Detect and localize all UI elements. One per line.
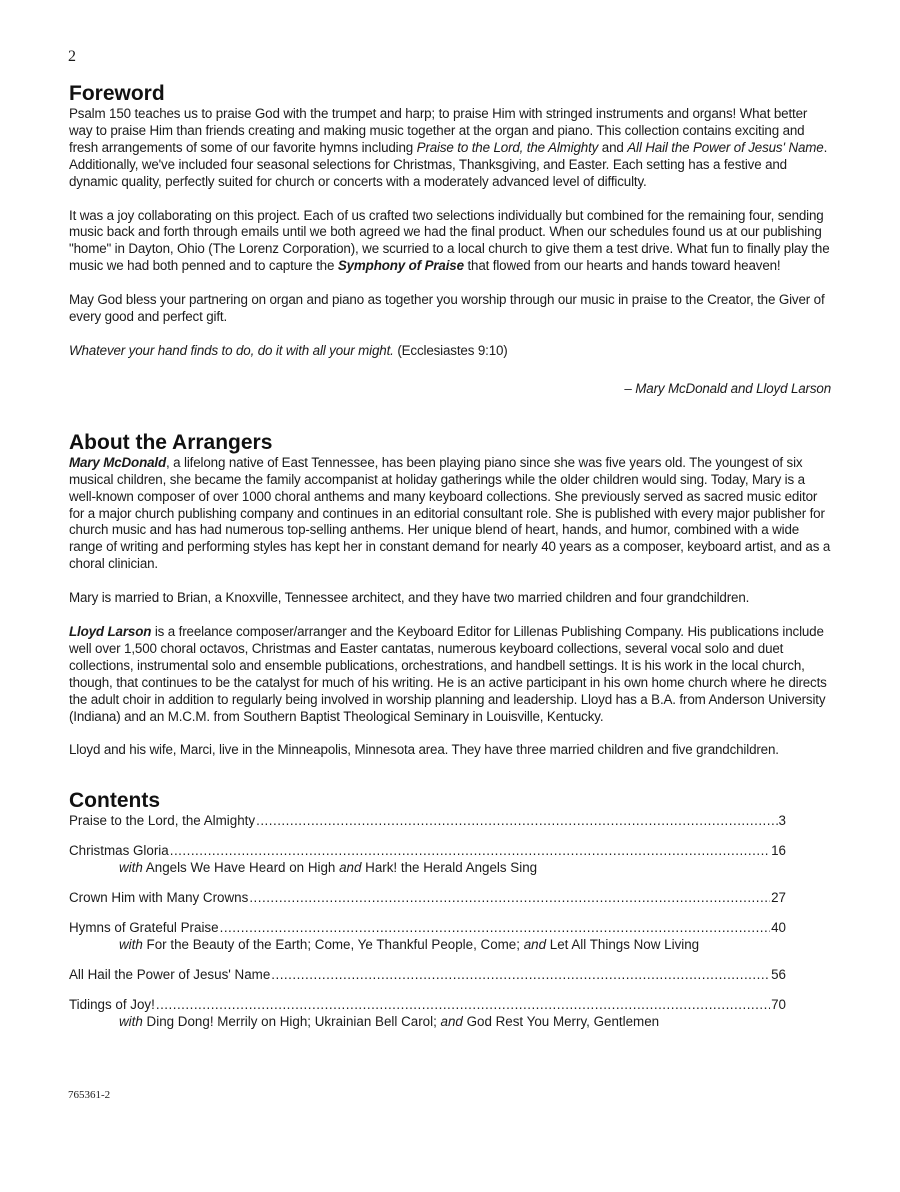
mary-family: Mary is married to Brian, a Knoxville, Tennessee architect, and they have two married children and four grandchildren. bbox=[69, 590, 750, 606]
quote-text: Whatever your hand finds to do, do it with all your might. bbox=[69, 342, 394, 358]
text-run: with bbox=[119, 1013, 143, 1029]
text-run: God Rest You Merry, Gentlemen bbox=[462, 1013, 660, 1029]
toc-page: 70 bbox=[771, 996, 786, 1012]
toc-leader bbox=[249, 890, 770, 907]
toc-page: 16 bbox=[771, 843, 786, 859]
table-of-contents bbox=[69, 813, 831, 1030]
collection-title: Symphony of Praise bbox=[337, 258, 464, 274]
text-run: with bbox=[119, 860, 143, 876]
text-run: and bbox=[339, 860, 362, 876]
arrangers-heading: About the Arrangers bbox=[69, 430, 273, 454]
toc-leader bbox=[170, 843, 770, 860]
page-number: 2 bbox=[68, 48, 76, 65]
toc-title: All Hail the Power of Jesus' Name bbox=[69, 966, 271, 982]
text-run: that flowed from our hearts and hands toward heaven! bbox=[463, 258, 781, 274]
toc-leader bbox=[271, 967, 770, 984]
toc-title: Praise to the Lord, the Almighty bbox=[69, 813, 256, 829]
toc-leader bbox=[256, 813, 777, 830]
toc-page: 56 bbox=[771, 966, 786, 982]
text-run: . Additionally, we've included four seasonal selections for Christmas, Thanksgiving, and Easter. Each setting has a festive and dynamic quality, perfectly suited for church or concerts with a moderately advanced level of difficulty. bbox=[69, 139, 828, 189]
text-run: and bbox=[440, 1013, 463, 1029]
toc-title: Hymns of Grateful Praise bbox=[69, 920, 219, 935]
page-content bbox=[69, 82, 831, 1031]
text-run: with bbox=[119, 936, 143, 952]
toc-title: Tidings of Joy! bbox=[69, 996, 155, 1012]
foreword-heading: Foreword bbox=[69, 82, 165, 105]
text-run: is a freelance composer/arranger and the Keyboard Editor for Lillenas Publishing Company. His publications include well over 1,500 choral octavos, Christmas and Easter cantatas, numerous keyboard collections, several vocal solo and duet collections, instrumental solo and ensemble publications, orchestrations, and handbell settings. It is his work in the local church, though, that continues to be the catalyst for much of his writing. He is an active participant in his own home church where he directs the adult choir in addition to regularly being involved in worship planning and leadership. Lloyd has a B.A. from Anderson University (Indiana) and an M.C.M. from Southern Baptist Theological Seminary in Louisville, Kentucky. bbox=[69, 624, 827, 724]
lloyd-family: Lloyd and his wife, Marci, live in the Minneapolis, Minnesota area. They have three married children and five grandchildren. bbox=[69, 742, 779, 758]
text-run: and bbox=[523, 936, 547, 952]
toc-title: Christmas Gloria bbox=[69, 843, 169, 859]
text-run: It was a joy collaborating on this project. Each of us crafted two selections individually but combined for the remaining four, sending music back and forth through emails until we both agreed we had the final product. When our schedules found us at our publishing "home" in Dayton, Ohio (The Lorenz Corporation), we scurried to a local church to give them a test drive. What fun to finally play the music we had both penned and to capture the bbox=[69, 207, 830, 274]
hymn-title: Praise to the Lord, the Almighty bbox=[416, 139, 599, 155]
foreword-paragraph-3: May God bless your partnering on organ and piano as together you worship through our music in praise to the Creator, the Giver of every good and perfect gift. bbox=[69, 292, 825, 325]
catalog-number: 765361-2 bbox=[68, 1089, 111, 1101]
toc-subtitle bbox=[69, 1014, 831, 1031]
foreword-paragraph-1 bbox=[69, 106, 831, 191]
text-run: and bbox=[598, 139, 628, 155]
toc-entry bbox=[69, 813, 786, 830]
text-run: Angels We Have Heard on High bbox=[142, 860, 340, 876]
arranger-name: Mary McDonald bbox=[69, 454, 167, 470]
text-run: Let All Things Now Living bbox=[546, 936, 700, 952]
toc-entry bbox=[69, 843, 786, 860]
toc-entry bbox=[69, 920, 786, 937]
toc-leader bbox=[220, 920, 771, 937]
text-run: , a lifelong native of East Tennessee, has been playing piano since she was five years old. The youngest of six musical children, she became the family accompanist at holiday gatherings while the older children would sing. Today, Mary is a well-known composer of over 1000 choral anthems and many keyboard collections. She previously served as sacred music editor for a major church publishing company and continues in an editorial consultant role. She is published with every major publisher for church music and has had numerous top-selling anthems. Her unique blend of heart, hands, and humor, combined with a wide range of writing and performing styles has kept her in constant demand for nearly 40 years as a composer, keyboard artist, and as a choral clinician. bbox=[69, 454, 831, 572]
toc-page: 40 bbox=[771, 920, 786, 935]
toc-page: 27 bbox=[771, 890, 786, 906]
hymn-title: All Hail the Power of Jesus' Name bbox=[627, 139, 824, 155]
toc-entry bbox=[69, 890, 786, 907]
toc-page: 3 bbox=[778, 813, 786, 829]
text-run: Psalm 150 teaches us to praise God with the trumpet and harp; to praise Him with stringed instruments and organs! What better way to praise Him than friends creating and making music together at the organ and piano. This collection contains exciting and fresh arrangements of some of our favorite hymns including bbox=[69, 106, 808, 155]
toc-title: Crown Him with Many Crowns bbox=[69, 890, 249, 906]
toc-subtitle bbox=[69, 937, 831, 954]
lloyd-bio bbox=[69, 624, 831, 725]
foreword-signature: – Mary McDonald and Lloyd Larson bbox=[624, 380, 831, 396]
arranger-name: Lloyd Larson bbox=[69, 624, 152, 640]
text-run: For the Beauty of the Earth; Come, Ye Thankful People, Come; bbox=[142, 936, 524, 952]
toc-leader bbox=[156, 997, 770, 1014]
toc-entry bbox=[69, 967, 786, 984]
text-run: Hark! the Herald Angels Sing bbox=[361, 860, 538, 876]
quote-reference: (Ecclesiastes 9:10) bbox=[393, 342, 508, 358]
foreword-paragraph-2 bbox=[69, 208, 831, 276]
toc-entry bbox=[69, 997, 786, 1014]
contents-heading: Contents bbox=[69, 789, 160, 813]
toc-subtitle bbox=[69, 860, 831, 877]
text-run: Ding Dong! Merrily on High; Ukrainian Bell Carol; bbox=[142, 1013, 441, 1029]
scripture-quote bbox=[69, 343, 831, 360]
mary-bio bbox=[69, 455, 831, 573]
